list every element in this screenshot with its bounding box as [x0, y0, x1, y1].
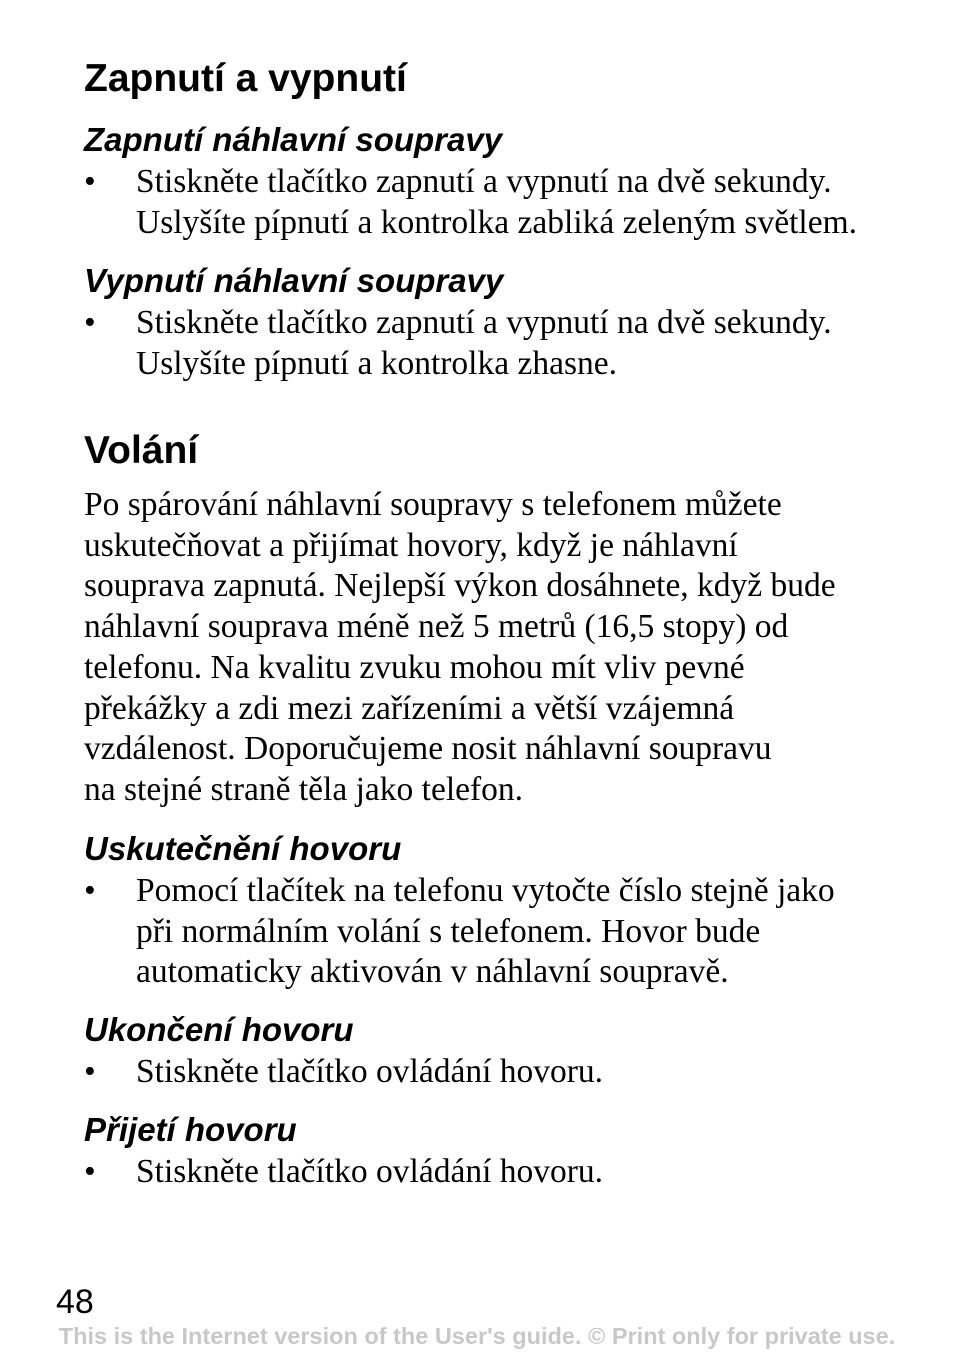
list-item-answer-call [84, 1152, 946, 1193]
list-item-turn-on [84, 162, 946, 243]
subheading-turn-off: Vypnutí náhlavní soupravy [84, 262, 504, 299]
text-line: při normálním volání s telefonem. Hovor bude [136, 912, 761, 950]
paragraph-line: na stejné straně těla jako telefon. [84, 770, 524, 808]
list-item-end-call [84, 1052, 946, 1093]
text-line: Stiskněte tlačítko ovládání hovoru. [136, 1053, 604, 1090]
bullet-icon: • [84, 1153, 96, 1190]
subheading-make-call: Uskutečnění hovoru [84, 830, 402, 867]
bullet-icon: • [84, 163, 96, 200]
text-line: Stiskněte tlačítko zapnutí a vypnutí na dvě sekundy. [136, 163, 832, 200]
paragraph-line: souprava zapnutá. Nejlepší výkon dosáhnete, když bude [84, 567, 836, 605]
subheading-answer-call: Přijetí hovoru [84, 1111, 297, 1148]
text-line: Stiskněte tlačítko zapnutí a vypnutí na dvě sekundy. [136, 304, 832, 341]
paragraph-line: telefonu. Na kvalitu zvuku mohou mít vliv pevné [84, 648, 745, 686]
text-line: Uslyšíte pípnutí a kontrolka zhasne. [136, 344, 618, 382]
section-title-power: Zapnutí a vypnutí [84, 57, 407, 100]
list-item-turn-off [84, 303, 946, 384]
text-line: Stiskněte tlačítko ovládání hovoru. [136, 1153, 604, 1190]
list-item-make-call [84, 871, 946, 993]
bullet-icon: • [84, 1053, 96, 1090]
bullet-icon: • [84, 304, 96, 341]
text-line: Uslyšíte pípnutí a kontrolka zabliká zeleným světlem. [136, 203, 858, 241]
subheading-turn-on: Zapnutí náhlavní soupravy [84, 121, 503, 158]
text-line: automaticky aktivován v náhlavní soupravě. [136, 953, 729, 990]
footer-notice: This is the Internet version of the User's guide. © Print only for private use. [58, 1323, 896, 1349]
paragraph-line: uskutečňovat a přijímat hovory, když je náhlavní [84, 526, 738, 564]
paragraph-line: překážky a zdi mezi zařízeními a větší vzájemná [84, 689, 735, 727]
section-title-calling: Volání [84, 429, 199, 472]
paragraph-line: náhlavní souprava méně než 5 metrů (16,5 stopy) od [84, 608, 789, 646]
paragraph-line: Po spárování náhlavní soupravy s telefonem můžete [84, 486, 782, 523]
text-line: Pomocí tlačítek na telefonu vytočte číslo stejně jako [136, 872, 835, 909]
bullet-icon: • [84, 872, 96, 909]
subheading-end-call: Ukončení hovoru [84, 1011, 354, 1048]
paragraph-line: vzdálenost. Doporučujeme nosit náhlavní soupravu [84, 730, 772, 768]
page-number: 48 [56, 1283, 94, 1321]
intro-paragraph [84, 485, 894, 811]
